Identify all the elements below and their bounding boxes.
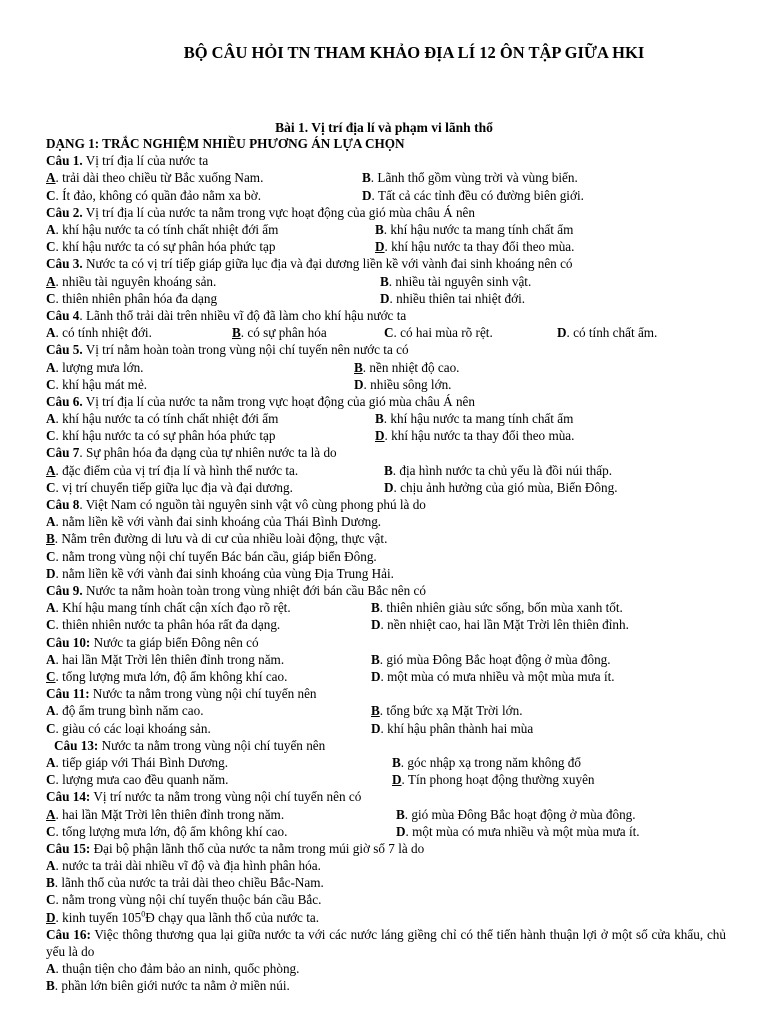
option-letter: B (371, 651, 380, 667)
option-text: . chịu ảnh hưởng của gió mùa, Biển Đông. (393, 479, 618, 495)
answer-option (46, 427, 275, 444)
answer-option (384, 479, 618, 496)
question-stem (46, 204, 726, 221)
option-letter: C (46, 376, 56, 392)
question-stem (46, 926, 726, 960)
question-stem (46, 685, 726, 702)
option-row (46, 359, 726, 376)
question-number: Câu 8 (46, 497, 80, 513)
option-letter: B (46, 875, 55, 891)
option-text: . khí hậu phân thành hai mùa (380, 720, 534, 736)
option-letter: B (354, 359, 363, 375)
question-stem (46, 444, 726, 461)
option-letter: A (46, 806, 56, 822)
answer-option (354, 359, 459, 376)
question-stem (46, 634, 726, 651)
option-text: . nhiều tài nguyên khoáng sản. (55, 273, 217, 289)
question-text: Vị trí nước ta nằm trong vùng nội chí tuyến nên có (90, 789, 362, 805)
question-number: Câu 4 (46, 307, 80, 323)
option-text: . khí hậu nước ta có tính chất nhiệt đới ẩm (55, 411, 279, 427)
option-letter: A (46, 703, 56, 719)
option-row (46, 823, 726, 840)
question-text: Đại bộ phận lãnh thổ của nước ta nằm trong múi giờ số 7 là do (90, 840, 425, 856)
option-letter: C (46, 479, 56, 495)
option-letter: C (384, 325, 394, 341)
option-text: . độ ẩm trung bình năm cao. (55, 703, 204, 719)
option-letter: D (371, 720, 381, 736)
answer-option (46, 548, 377, 565)
option-letter: B (380, 273, 389, 289)
answer-option (46, 720, 211, 737)
answer-option (380, 273, 531, 290)
option-letter: A (46, 754, 56, 770)
option-letter: D (392, 772, 402, 788)
option-row (46, 324, 726, 341)
question-stem (46, 840, 726, 857)
option-letter: A (46, 221, 56, 237)
option-row (46, 376, 726, 393)
option-text: . Ít đảo, không có quần đảo nằm xa bờ. (55, 187, 261, 203)
option-text: . nằm trong vùng nội chí tuyến Bác bán cầu, giáp biển Đông. (55, 548, 377, 564)
option-letter: D (46, 909, 56, 925)
option-letter: C (46, 290, 56, 306)
question-stem (46, 393, 726, 410)
option-text: . gió mùa Đông Bắc hoạt động ở mùa đông. (379, 651, 611, 667)
option-letter: A (46, 651, 56, 667)
question-text: Vị trí địa lí của nước ta (82, 153, 209, 169)
question-text: Nước ta có vị trí tiếp giáp giữa lục địa và đại dương liền kề với vành đai sinh khoáng nên có (82, 256, 573, 272)
option-text: . khí hậu nước ta mang tính chất ẩm (383, 221, 574, 237)
option-row (46, 651, 726, 668)
answer-option (557, 324, 657, 341)
answer-option (354, 376, 451, 393)
question-stem (46, 496, 726, 513)
answer-option (46, 410, 278, 427)
answer-option (46, 187, 261, 204)
option-text: . thiên nhiên phân hóa đa dạng (55, 290, 218, 306)
option-letter: A (46, 411, 56, 427)
question-number: Câu 7 (46, 445, 80, 461)
option-row (46, 273, 726, 290)
question-number: Câu 6. (46, 393, 83, 409)
answer-option (46, 874, 324, 891)
answer-option (46, 273, 216, 290)
option-letter: D (396, 823, 406, 839)
question-number: Câu 15: (46, 840, 91, 856)
option-row (46, 290, 726, 307)
option-text: . đặc điểm của vị trí địa lí và hình thể nước ta. (55, 462, 299, 478)
option-text: . gió mùa Đông Bắc hoạt động ở mùa đông. (404, 806, 636, 822)
option-text: . khí hậu nước ta có tính chất nhiệt đới ẩm (55, 221, 279, 237)
option-row (46, 462, 726, 479)
question-stem (46, 152, 726, 169)
answer-option (396, 823, 640, 840)
answer-option (384, 324, 493, 341)
answer-option (46, 702, 204, 719)
answer-option (46, 909, 319, 926)
answer-option (371, 702, 523, 719)
answer-option (46, 891, 321, 908)
option-letter: D (557, 325, 567, 341)
question-number: Câu 1. (46, 153, 83, 169)
answer-option (46, 479, 293, 496)
option-text: . hai lần Mặt Trời lên thiên đỉnh trong năm. (55, 806, 285, 822)
answer-option (371, 668, 615, 685)
option-letter: B (46, 531, 55, 547)
option-text: . lượng mưa lớn. (55, 359, 144, 375)
question-text: Vị trí nằm hoàn toàn trong vùng nội chí tuyến nên nước ta có (82, 342, 409, 358)
answer-option (46, 668, 287, 685)
option-text: . Lãnh thổ gồm vùng trời và vùng biển. (370, 170, 578, 186)
option-text: . nằm trong vùng nội chí tuyến thuộc bán cầu Bắc. (55, 892, 322, 908)
answer-option (46, 857, 321, 874)
question-text: Nước ta nằm trong vùng nội chí tuyến nên (89, 686, 317, 702)
option-row (46, 238, 726, 255)
question-text: . Sự phân hóa đa dạng của tự nhiên nước ta là do (79, 445, 337, 461)
question-list (46, 135, 726, 995)
option-text: . nước ta trải dài nhiều vĩ độ và địa hình phân hóa. (55, 858, 321, 874)
option-row (46, 599, 726, 616)
option-row (46, 806, 726, 823)
question-stem (46, 255, 726, 272)
option-text: . nền nhiệt độ cao. (362, 359, 460, 375)
question-number: Câu 16: (46, 926, 91, 942)
option-row (46, 479, 726, 496)
question-text: Vị trí địa lí của nước ta nằm trong vực hoạt động của gió mùa châu Á nên (82, 393, 476, 409)
answer-option (46, 290, 217, 307)
option-letter: D (46, 565, 56, 581)
question-stem (46, 788, 726, 805)
option-text: . trải dài theo chiều từ Bắc xuống Nam. (55, 170, 264, 186)
answer-option (46, 565, 394, 582)
option-letter: D (362, 187, 372, 203)
option-letter: B (371, 703, 380, 719)
option-letter: A (46, 961, 56, 977)
question-number: Câu 5. (46, 342, 83, 358)
option-row (46, 530, 726, 547)
option-row (46, 702, 726, 719)
answer-option (46, 754, 228, 771)
question-stem (46, 582, 726, 599)
answer-option (46, 806, 284, 823)
answer-option (371, 651, 611, 668)
answer-option (392, 771, 595, 788)
option-text: . kinh tuyến 105 (55, 909, 142, 925)
answer-option (46, 359, 143, 376)
question-number: Câu 14: (46, 789, 91, 805)
option-row (46, 960, 726, 977)
option-text: . tổng lượng mưa lớn, độ ẩm không khí cao. (55, 823, 288, 839)
answer-option (46, 616, 280, 633)
option-letter: D (371, 617, 381, 633)
option-row (46, 548, 726, 565)
option-row (46, 891, 726, 908)
option-row (46, 427, 726, 444)
document-title: BỘ CÂU HỎI TN THAM KHẢO ĐỊA LÍ 12 ÔN TẬP GIỮA HKI (183, 43, 645, 62)
option-row (46, 668, 726, 685)
question-text: Việc thông thương qua lại giữa nước ta với các nước láng giềng chỉ có thể tiến hành thuận lợi ở một số cửa khẩu, chủ yếu là do (46, 926, 726, 960)
question-stem (46, 341, 726, 358)
option-letter: C (46, 548, 56, 564)
option-letter: C (46, 720, 56, 736)
option-text: . Khí hậu mang tính chất cận xích đạo rõ rệt. (55, 600, 291, 616)
answer-option (46, 221, 278, 238)
answer-option (371, 616, 629, 633)
option-text: . khí hậu nước ta thay đổi theo mùa. (384, 239, 575, 255)
answer-option (46, 651, 284, 668)
answer-option (375, 221, 573, 238)
answer-option (46, 599, 291, 616)
option-letter: A (46, 600, 56, 616)
option-letter: B (371, 600, 380, 616)
answer-option (371, 720, 533, 737)
question-stem (46, 307, 726, 324)
option-text: . vị trí chuyển tiếp giữa lục địa và đại dương. (55, 479, 293, 495)
option-text: . có hai mùa rõ rệt. (393, 325, 493, 341)
option-text: . có tính nhiệt đới. (55, 325, 152, 341)
option-letter: D (375, 428, 385, 444)
option-text: . hai lần Mặt Trời lên thiên đỉnh trong năm. (55, 651, 285, 667)
section-heading: DẠNG 1: TRẮC NGHIỆM NHIỀU PHƯƠNG ÁN LỰA CHỌN (46, 136, 405, 151)
option-text: . lượng mưa cao đều quanh năm. (55, 772, 229, 788)
option-row (46, 616, 726, 633)
answer-option (375, 427, 574, 444)
option-text: . có sự phân hóa (240, 325, 327, 341)
lesson-heading: Bài 1. Vị trí địa lí và phạm vi lãnh thổ (275, 120, 493, 135)
option-letter: B (362, 170, 371, 186)
option-row (46, 720, 726, 737)
answer-option (362, 187, 584, 204)
question-text: Nước ta nằm hoàn toàn trong vùng nhiệt đới bán cầu Bắc nên có (82, 583, 426, 599)
option-text: . giàu có các loại khoáng sản. (55, 720, 211, 736)
option-text: . nhiều sông lớn. (363, 376, 452, 392)
option-letter: A (46, 170, 56, 186)
answer-option (46, 462, 298, 479)
answer-option (375, 410, 573, 427)
option-text: . khí hậu nước ta mang tính chất ẩm (383, 411, 574, 427)
option-text: . một mùa có mưa nhiều và một mùa mưa ít. (380, 668, 615, 684)
answer-option (371, 599, 623, 616)
degree-superscript: 0 (141, 909, 146, 919)
option-text: . nằm liền kề với vành đai sinh khoáng của vùng Địa Trung Hải. (55, 565, 394, 581)
option-letter: A (46, 359, 56, 375)
option-text: . một mùa có mưa nhiều và một mùa mưa ít. (405, 823, 640, 839)
option-letter: A (46, 858, 56, 874)
question-text: Nước ta giáp biển Đông nên có (90, 634, 259, 650)
answer-option (46, 238, 275, 255)
question-number: Câu 3. (46, 256, 83, 272)
option-letter: C (46, 772, 56, 788)
answer-option (380, 290, 525, 307)
option-letter: B (232, 325, 241, 341)
option-letter: D (384, 479, 394, 495)
option-row (46, 874, 726, 891)
option-letter: A (46, 325, 56, 341)
option-text: . khí hậu nước ta có sự phân hóa phức tạp (55, 428, 276, 444)
option-letter: D (375, 239, 385, 255)
option-text: . lãnh thổ của nước ta trải dài theo chiều Bắc-Nam. (54, 875, 324, 891)
option-row (46, 221, 726, 238)
option-row (46, 857, 726, 874)
option-text: . khí hậu mát mẻ. (55, 376, 148, 392)
option-letter: B (46, 978, 55, 994)
option-text: . nhiều thiên tai nhiệt đới. (389, 290, 526, 306)
question-number: Câu 11: (46, 686, 90, 702)
option-text: . có tính chất ẩm. (566, 325, 658, 341)
option-text: . nhiều tài nguyên sinh vật. (388, 273, 532, 289)
question-number: Câu 13: (54, 737, 99, 753)
option-text: . phần lớn biên giới nước ta nằm ở miền núi. (54, 978, 290, 994)
answer-option (396, 806, 636, 823)
option-row (46, 909, 726, 926)
option-text: . thiên nhiên giàu sức sống, bốn mùa xanh tốt. (379, 600, 623, 616)
answer-option (46, 530, 387, 547)
option-letter: C (46, 239, 56, 255)
answer-option (384, 462, 612, 479)
option-row (46, 565, 726, 582)
option-text: . góc nhập xạ trong năm không đổ (400, 754, 581, 770)
option-letter: B (375, 221, 384, 237)
option-letter: B (392, 754, 401, 770)
answer-option (392, 754, 581, 771)
question-number: Câu 9. (46, 583, 83, 599)
option-letter: C (46, 187, 56, 203)
question-text: Nước ta nằm trong vùng nội chí tuyến nên (98, 737, 326, 753)
answer-option (46, 771, 228, 788)
option-letter: C (46, 617, 56, 633)
option-letter: A (46, 273, 56, 289)
answer-option (46, 169, 263, 186)
option-text: . tổng bức xạ Mặt Trời lớn. (379, 703, 523, 719)
option-text: . khí hậu nước ta thay đổi theo mùa. (384, 428, 575, 444)
answer-option (46, 324, 152, 341)
option-letter: D (354, 376, 364, 392)
option-text: . khí hậu nước ta có sự phân hóa phức tạp (55, 239, 276, 255)
option-letter: B (384, 462, 393, 478)
option-row (46, 771, 726, 788)
answer-option (375, 238, 574, 255)
option-letter: B (396, 806, 405, 822)
question-text: . Lãnh thổ trải dài trên nhiều vĩ độ đã làm cho khí hậu nước ta (79, 307, 407, 323)
option-text: . nằm liền kề với vành đai sinh khoáng của Thái Bình Dương. (55, 514, 382, 530)
option-text-tail: Đ chạy qua lãnh thổ của nước ta. (145, 909, 320, 925)
option-row (46, 187, 726, 204)
option-text: . thuận tiện cho đảm bảo an ninh, quốc phòng. (55, 961, 300, 977)
answer-option (46, 823, 287, 840)
option-letter: A (46, 462, 56, 478)
answer-option (46, 977, 290, 994)
answer-option (46, 513, 381, 530)
questions-container (46, 152, 726, 994)
question-number: Câu 10: (46, 634, 91, 650)
option-text: . Tất cả các tỉnh đều có đường biên giới. (371, 187, 584, 203)
option-letter: C (46, 823, 56, 839)
answer-option (46, 376, 147, 393)
option-letter: A (46, 514, 56, 530)
option-letter: D (371, 668, 381, 684)
option-letter: B (375, 411, 384, 427)
option-letter: C (46, 668, 56, 684)
option-row (46, 169, 726, 186)
option-text: . thiên nhiên nước ta phân hóa rất đa dạng. (55, 617, 281, 633)
option-row (46, 977, 726, 994)
option-row (46, 754, 726, 771)
option-text: . Tín phong hoạt động thường xuyên (401, 772, 595, 788)
option-text: . địa hình nước ta chủ yếu là đồi núi thấp. (392, 462, 613, 478)
answer-option (232, 324, 327, 341)
option-letter: C (46, 428, 56, 444)
question-text: . Việt Nam có nguồn tài nguyên sinh vật vô cùng phong phú là do (79, 497, 426, 513)
option-text: . tổng lượng mưa lớn, độ ẩm không khí cao. (55, 668, 288, 684)
answer-option (362, 169, 578, 186)
option-row (46, 410, 726, 427)
question-text: Vị trí địa lí của nước ta nằm trong vực hoạt động của gió mùa châu Á nên (82, 204, 476, 220)
option-letter: C (46, 892, 56, 908)
option-text: . nền nhiệt cao, hai lần Mặt Trời lên thiên đỉnh. (380, 617, 629, 633)
option-text: . Nằm trên đường di lưu và di cư của nhiều loài động, thực vật. (54, 531, 388, 547)
answer-option (46, 960, 299, 977)
question-number: Câu 2. (46, 204, 83, 220)
question-stem (46, 737, 726, 754)
option-letter: D (380, 290, 390, 306)
option-text: . tiếp giáp với Thái Bình Dương. (55, 754, 229, 770)
option-row (46, 513, 726, 530)
